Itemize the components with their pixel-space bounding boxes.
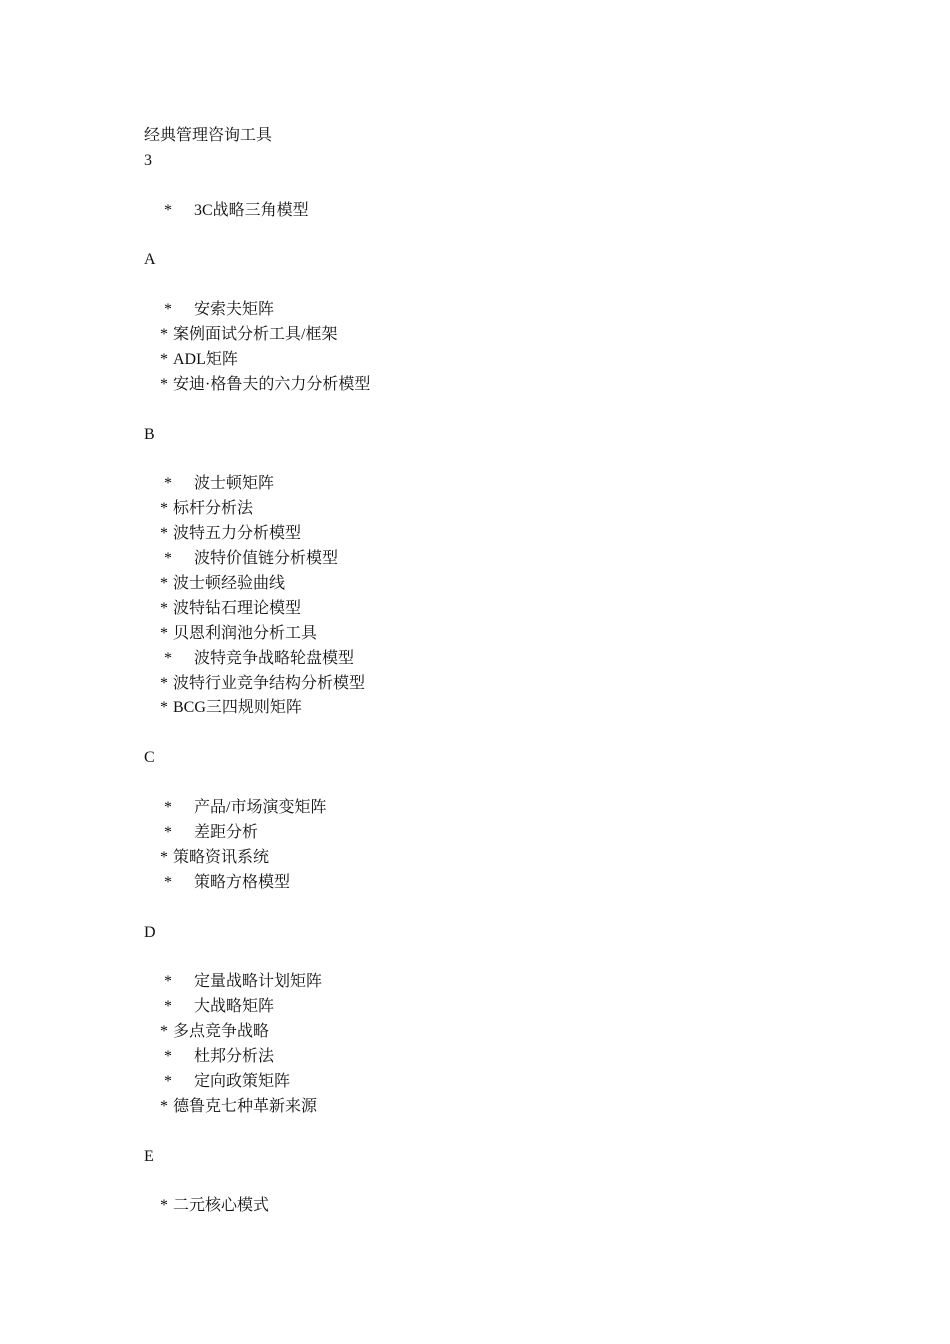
- asterisk-bullet: *: [160, 1023, 168, 1041]
- asterisk-bullet: *: [164, 201, 172, 219]
- list-item: [144, 547, 844, 572]
- asterisk-bullet: *: [164, 998, 172, 1016]
- asterisk-bullet: *: [160, 351, 168, 369]
- list-item: [144, 796, 844, 821]
- list-item-text: 贝恩利润池分析工具: [173, 624, 318, 642]
- spacer: [144, 448, 844, 473]
- list-item: [144, 622, 844, 647]
- list-item: [144, 672, 844, 697]
- list-item-text: 波特行业竞争结构分析模型: [173, 674, 366, 692]
- section-list: [144, 149, 844, 1219]
- list-item-text: 杜邦分析法: [194, 1047, 275, 1065]
- list-item: [144, 497, 844, 522]
- asterisk-bullet: *: [164, 475, 172, 493]
- document-title: 经典管理咨询工具: [144, 127, 273, 144]
- list-item: [144, 1020, 844, 1045]
- list-item: [144, 1194, 844, 1219]
- list-item-text: ADL矩阵: [173, 351, 238, 369]
- list-item: [144, 1070, 844, 1095]
- asterisk-bullet: *: [164, 1047, 172, 1065]
- list-item-text: 波士顿矩阵: [194, 475, 275, 493]
- list-item-text: 产品/市场演变矩阵: [194, 799, 327, 817]
- list-item: [144, 821, 844, 846]
- document-body: [144, 124, 844, 1219]
- section-heading: C: [144, 749, 155, 767]
- asterisk-bullet: *: [164, 973, 172, 991]
- list-item-text: 二元核心模式: [173, 1197, 270, 1215]
- list-item: [144, 1095, 844, 1120]
- list-item-text: 差距分析: [194, 823, 259, 841]
- asterisk-bullet: *: [160, 375, 168, 393]
- list-item: [144, 846, 844, 871]
- list-item: [144, 348, 844, 373]
- list-item-text: 定量战略计划矩阵: [194, 973, 323, 991]
- list-item: [144, 298, 844, 323]
- list-item: [144, 472, 844, 497]
- asterisk-bullet: *: [164, 823, 172, 841]
- spacer: [144, 771, 844, 796]
- list-item-text: 策略资讯系统: [173, 848, 270, 866]
- spacer: [144, 945, 844, 970]
- spacer: [144, 224, 844, 249]
- asterisk-bullet: *: [160, 575, 168, 593]
- spacer: [144, 273, 844, 298]
- spacer: [144, 721, 844, 746]
- list-item-text: 3C战略三角模型: [194, 201, 309, 219]
- list-item-text: 波特竞争战略轮盘模型: [194, 649, 355, 667]
- list-item-text: BCG三四规则矩阵: [173, 699, 302, 717]
- section-heading: D: [144, 923, 156, 941]
- list-item: [144, 647, 844, 672]
- list-item: [144, 522, 844, 547]
- spacer: [144, 398, 844, 423]
- list-item-text: 波特五力分析模型: [173, 525, 302, 543]
- list-item-text: 多点竞争战略: [173, 1023, 270, 1041]
- asterisk-bullet: *: [164, 1072, 172, 1090]
- list-item: [144, 373, 844, 398]
- asterisk-bullet: *: [164, 649, 172, 667]
- asterisk-bullet: *: [160, 848, 168, 866]
- asterisk-bullet: *: [164, 799, 172, 817]
- asterisk-bullet: *: [160, 326, 168, 344]
- list-item: [144, 995, 844, 1020]
- list-item-text: 策略方格模型: [194, 873, 291, 891]
- list-item: [144, 696, 844, 721]
- list-item: [144, 1045, 844, 1070]
- asterisk-bullet: *: [160, 674, 168, 692]
- asterisk-bullet: *: [160, 699, 168, 717]
- list-item-text: 标杆分析法: [173, 500, 254, 518]
- spacer: [144, 1120, 844, 1145]
- list-item: [144, 597, 844, 622]
- list-item-text: 大战略矩阵: [194, 998, 275, 1016]
- list-item-text: 波士顿经验曲线: [173, 575, 286, 593]
- list-item-text: 波特钻石理论模型: [173, 599, 302, 617]
- asterisk-bullet: *: [164, 873, 172, 891]
- asterisk-bullet: *: [160, 624, 168, 642]
- asterisk-bullet: *: [160, 599, 168, 617]
- list-item: [144, 199, 844, 224]
- asterisk-bullet: *: [160, 1197, 168, 1215]
- section-heading: E: [144, 1147, 154, 1165]
- asterisk-bullet: *: [164, 550, 172, 568]
- spacer: [144, 1169, 844, 1194]
- section-heading: 3: [144, 151, 152, 169]
- spacer: [144, 896, 844, 921]
- list-item: [144, 970, 844, 995]
- list-item-text: 定向政策矩阵: [194, 1072, 291, 1090]
- list-item-text: 德鲁克七种革新来源: [173, 1097, 318, 1115]
- asterisk-bullet: *: [160, 525, 168, 543]
- spacer: [144, 174, 844, 199]
- asterisk-bullet: *: [160, 500, 168, 518]
- list-item: [144, 871, 844, 896]
- section-heading: A: [144, 251, 156, 269]
- list-item-text: 波特价值链分析模型: [194, 550, 339, 568]
- list-item-text: 案例面试分析工具/框架: [173, 326, 338, 344]
- list-item-text: 安迪·格鲁夫的六力分析模型: [173, 375, 371, 393]
- list-item: [144, 323, 844, 348]
- list-item-text: 安索夫矩阵: [194, 301, 275, 319]
- asterisk-bullet: *: [160, 1097, 168, 1115]
- list-item: [144, 572, 844, 597]
- asterisk-bullet: *: [164, 301, 172, 319]
- section-heading: B: [144, 425, 155, 443]
